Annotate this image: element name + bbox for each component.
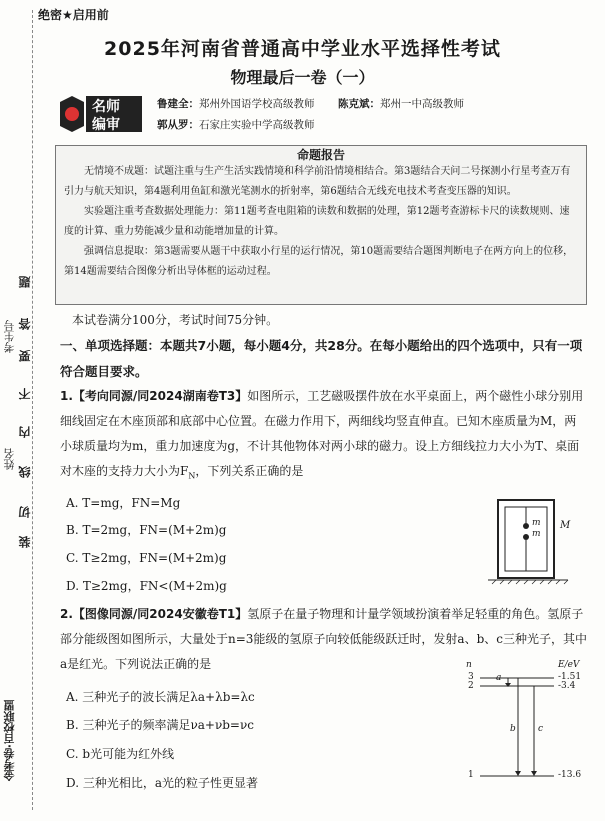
q1-option-d: D. T≥2mg，FN<(M+2m)g (66, 579, 227, 593)
exam-title: 2025年河南省普通高中学业水平选择性考试 (104, 38, 501, 60)
question-subscript: N (188, 471, 196, 481)
level-energy: -3.4 (558, 681, 576, 691)
report-paragraph: 强调信息提取：第3题需要从题干中获取小行星的运行情况，第10题需要结合题图判断电子在两方向上的位移，第14题需要结合图像分析出导体框的运动过程。 (64, 246, 574, 277)
q2-energy-diagram (462, 660, 592, 790)
question-text: 氢原子在量子物理和计量学领域扮演着举足轻重的角色。氢原子部分能级图如图所示，大量处于n=3能级的氢原子向较低能级跃迁时，发射a、b、c三种光子，其中a是红光。下列说法正确的是 (60, 607, 587, 671)
level-energy: -1.51 (558, 672, 582, 682)
question-text: 如图所示，工艺磁吸摆件放在水平桌面上，两个磁性小球分别用细线固定在木座顶部和底部中心位置。在磁力作用下，两细线均竖直伸直。已知木座质量为M，两小球质量均为m，重力加速度为g，不计其他物体对两小球的磁力。设上方细线拉力大小为T、桌面对木座的支持力大小为F (60, 389, 584, 478)
question-tag: 【图像同源/同2024安徽卷T1】 (72, 607, 248, 621)
margin-char: 装 (18, 536, 32, 548)
margin-char: 线 (18, 466, 32, 478)
energy-axis-label: E/eV (558, 660, 580, 670)
badge-line2: 编审 (92, 117, 120, 133)
teacher-2: 陈克斌：郑州一中高级教师 (338, 98, 464, 110)
exam-subtitle: 物理最后一卷（一） (230, 68, 375, 87)
n-axis-label: n (466, 660, 472, 670)
level-n: 1 (468, 770, 474, 780)
exam-number-label: 考生号 (3, 320, 16, 353)
arrow-label-b: b (510, 724, 516, 734)
frame-label: M (560, 520, 571, 531)
cut-line (32, 10, 33, 810)
arrow-label-c: c (538, 724, 544, 734)
exam-note: 本试卷满分100分，考试时间75分钟。 (72, 313, 279, 327)
report-title: 命题报告 (296, 148, 345, 162)
ball-label-top: m (532, 518, 541, 528)
publisher-label: 金考卷·百校联盟 (3, 700, 16, 782)
q1-option-c: C. T≥2mg，FN=(M+2m)g (66, 551, 227, 565)
binding-margin (0, 0, 42, 821)
level-n: 2 (468, 681, 474, 691)
margin-char: 内 (18, 426, 32, 438)
margin-char: 切 (18, 506, 32, 518)
margin-char: 题 (18, 276, 32, 288)
badge-line1: 名师 (92, 99, 120, 115)
section-heading: 一、单项选择题：本题共7小题，每小题4分，共28分。在每小题给出的四个选项中，只有一项符合题目要求。 (60, 338, 583, 379)
q1-option-a: A. T=mg，FN=Mg (66, 496, 181, 510)
confidential-mark: 绝密★启用前 (38, 8, 109, 22)
margin-char: 要 (18, 350, 32, 362)
question-number: 2. (60, 607, 73, 621)
question-number: 1. (60, 389, 73, 403)
margin-char: 不 (18, 388, 32, 400)
q2-option-c: C. b光可能为红外线 (66, 747, 175, 761)
magnet-frame-diagram (488, 496, 578, 596)
q2-option-b: B. 三种光子的频率满足νa+νb=νc (66, 718, 254, 732)
q2-option-a: A. 三种光子的波长满足λa+λb=λc (66, 690, 255, 704)
margin-char: 答 (18, 318, 32, 330)
question-tag: 【考向同源/同2024湖南卷T3】 (72, 389, 248, 403)
arrow-label-a: a (496, 673, 502, 683)
q1-option-b: B. T=2mg，FN=(M+2m)g (66, 523, 227, 537)
report-body (56, 162, 586, 282)
teacher-1: 鲁建全：郑州外国语学校高级教师 (157, 98, 315, 110)
teacher-3: 郭从罗：石家庄实验中学高级教师 (157, 119, 315, 131)
level-energy: -13.6 (558, 770, 582, 780)
question-text-end: ，下列关系正确的是 (195, 464, 304, 478)
name-label: 姓名 (3, 448, 16, 470)
report-paragraph: 实验题注重考查数据处理能力：第11题考查电阻箱的读数和数据的处理，第12题考查游标卡尺的读数规则、速度的计算、重力势能减少量和动能增加量的计算。 (64, 206, 570, 237)
reviewer-badge (58, 94, 154, 134)
question-1 (60, 384, 588, 488)
level-n: 3 (468, 672, 474, 682)
report-paragraph: 无情境不成题：试题注重与生产生活实践情境和科学前沿情境相结合。第3题结合天问二号探测小行星考查万有引力与航天知识，第4题利用鱼缸和激光笔测水的折射率，第6题结合无线充电技术考查变压器的知识。 (64, 166, 571, 197)
q1-figure (488, 496, 578, 596)
q2-option-d: D. 三种光相比，a光的粒子性更显著 (66, 776, 258, 790)
ball-label-bottom: m (532, 529, 541, 539)
badge-seal-icon (65, 107, 79, 121)
report-box (55, 145, 587, 305)
